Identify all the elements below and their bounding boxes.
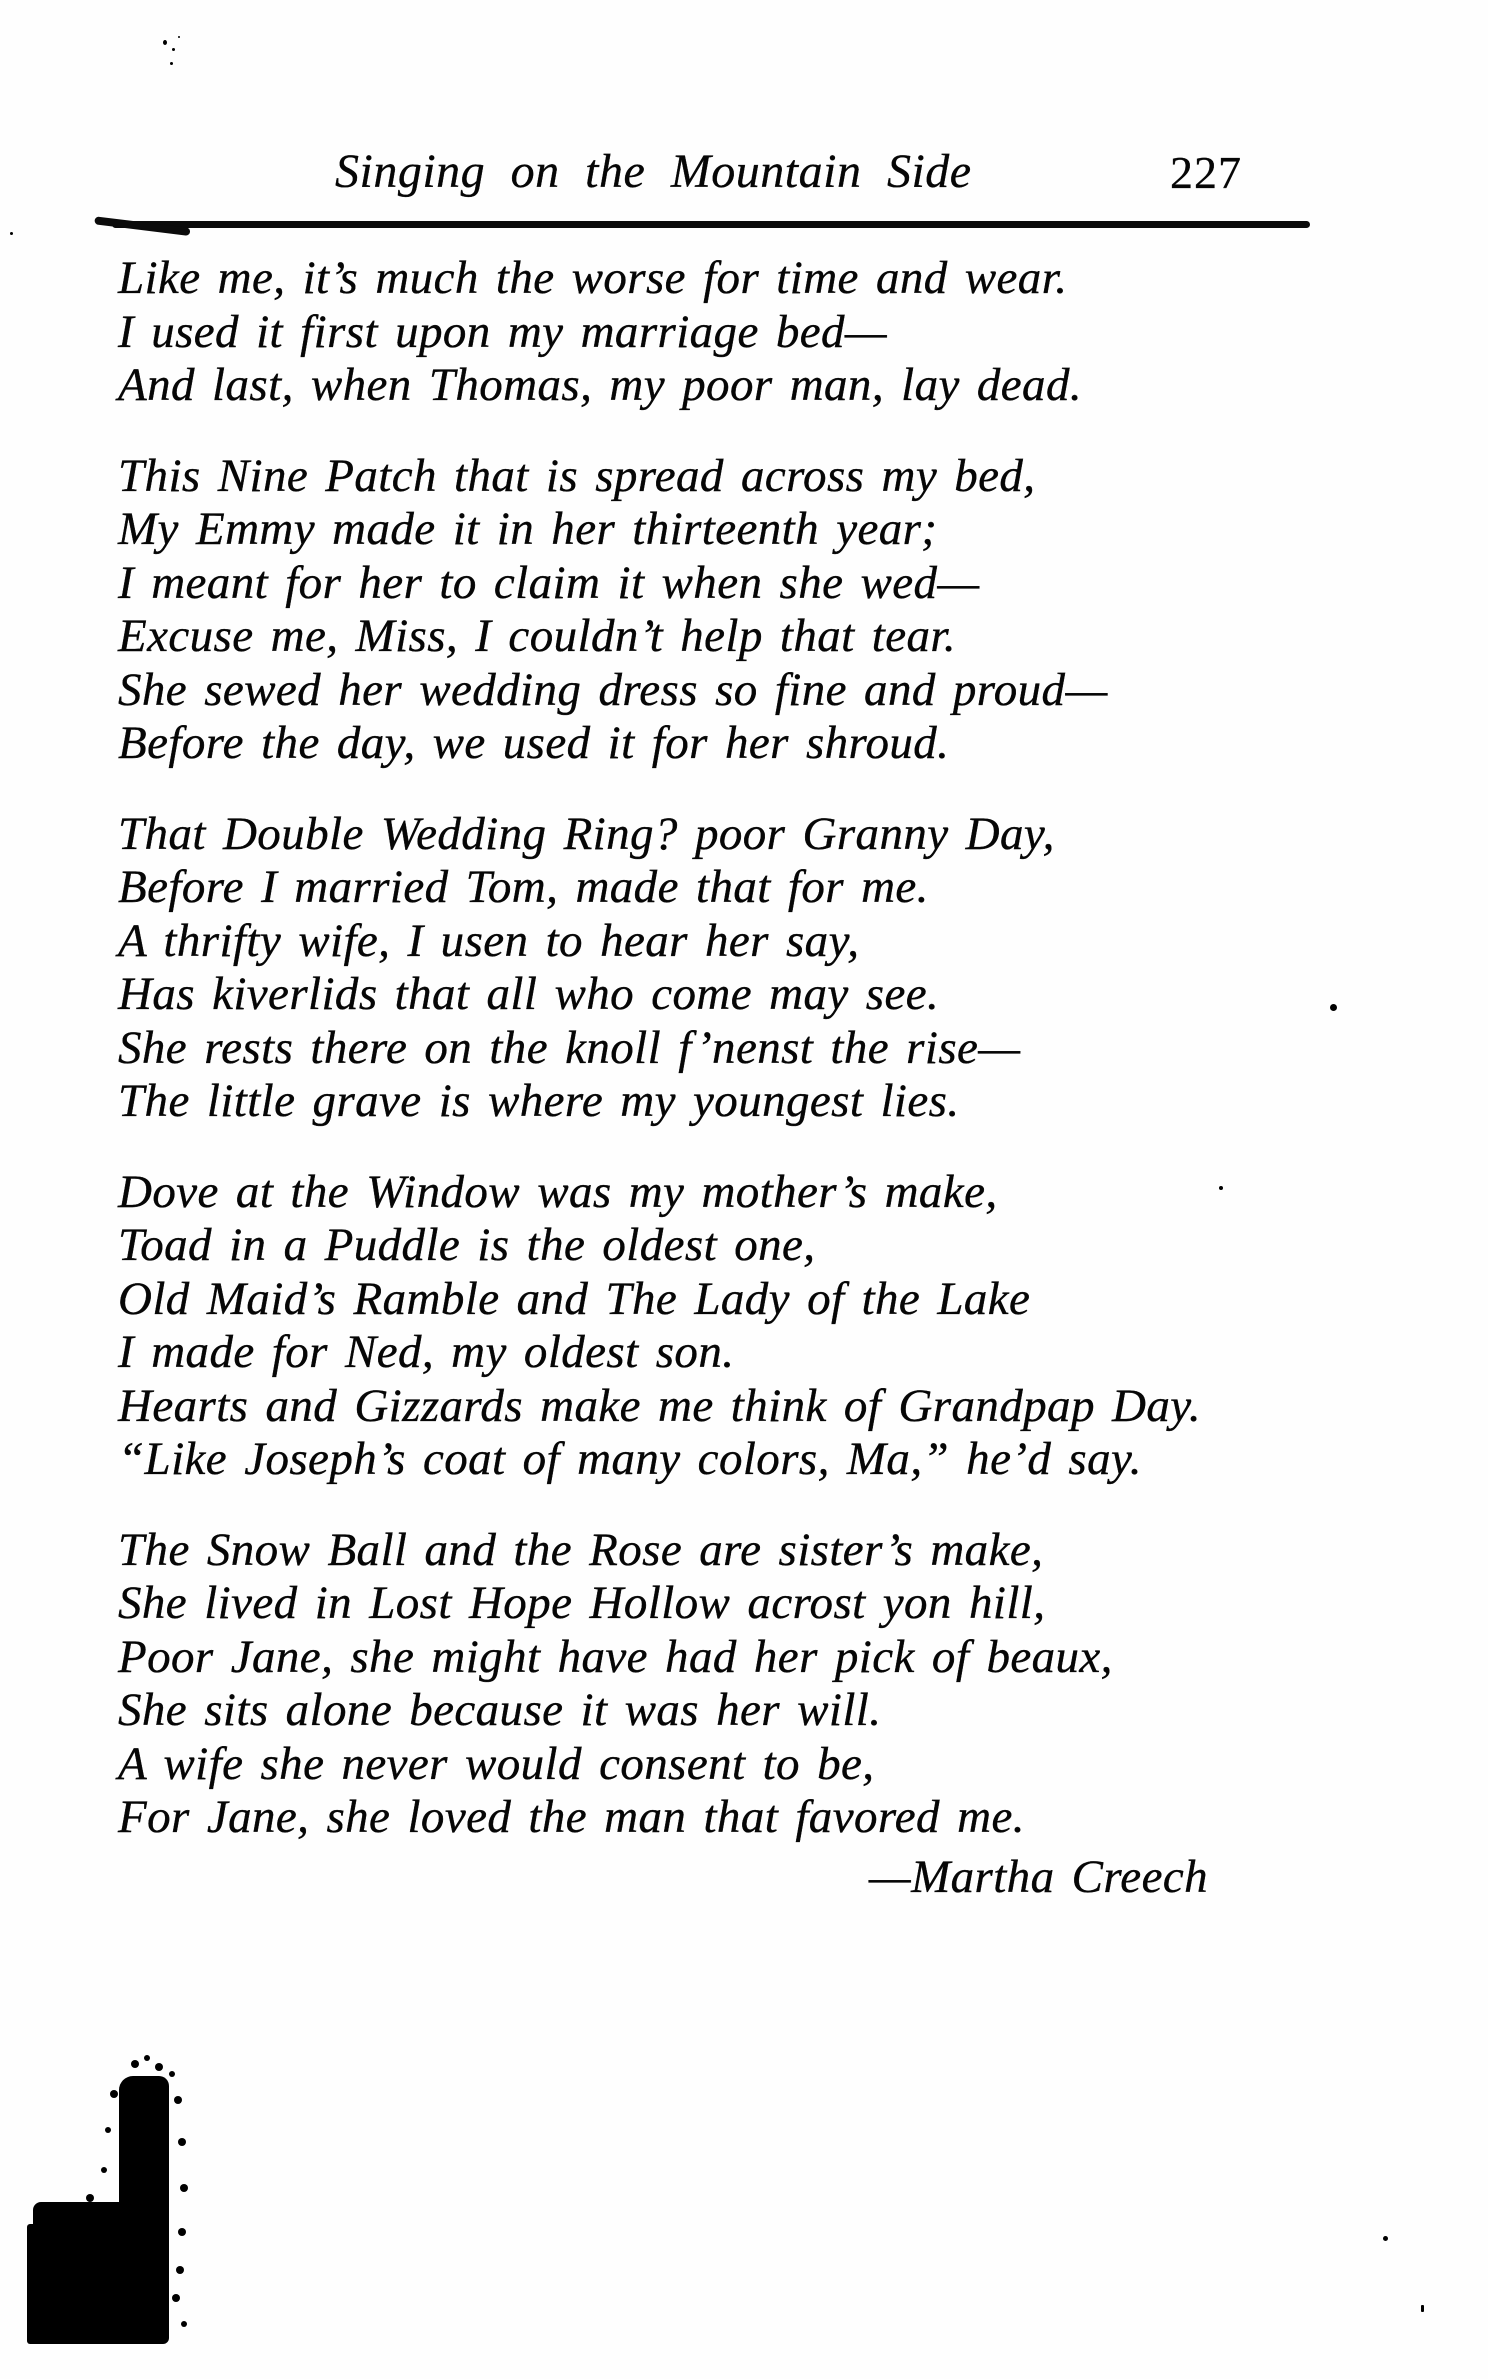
page-header-title: Singing on the Mountain Side bbox=[335, 145, 972, 198]
stanza-4 bbox=[118, 1166, 1270, 1487]
poem-line: Dove at the Window was my mother’s make, bbox=[118, 1165, 998, 1218]
header-rule-hook bbox=[94, 216, 190, 236]
stanza-2 bbox=[118, 450, 1270, 771]
scan-speck bbox=[10, 232, 13, 235]
poem-line: Excuse me, Miss, I couldn’t help that tear. bbox=[118, 610, 956, 662]
poem-line: This Nine Patch that is spread across my bed, bbox=[118, 449, 1036, 502]
poem-line: She sewed her wedding dress so fine and proud— bbox=[118, 663, 1108, 716]
poem-line: Like me, it’s much the worse for time and wear. bbox=[118, 252, 1068, 304]
poem-line: A thrifty wife, I usen to hear her say, bbox=[118, 914, 860, 967]
poem-line: Poor Jane, she might have had her pick of beaux, bbox=[118, 1630, 1113, 1683]
scan-speck bbox=[172, 48, 175, 51]
poem-line: For Jane, she loved the man that favored me. bbox=[118, 1791, 1025, 1843]
poem-line: Before the day, we used it for her shroud. bbox=[118, 717, 950, 769]
poem-line: Hearts and Gizzards make me think of Grandpap Day. bbox=[118, 1379, 1202, 1432]
poem-line: Old Maid’s Ramble and The Lady of the Lake bbox=[118, 1272, 1031, 1325]
poem-line: Before I married Tom, made that for me. bbox=[118, 861, 929, 913]
header-rule bbox=[112, 221, 1310, 228]
scan-speck bbox=[178, 36, 180, 38]
poem-line: That Double Wedding Ring? poor Granny Day, bbox=[118, 807, 1055, 860]
stanza-3 bbox=[118, 808, 1270, 1129]
scan-speck bbox=[170, 62, 173, 65]
poem-line: Has kiverlids that all who come may see. bbox=[118, 968, 940, 1020]
poem-line: She rests there on the knoll f’nenst the rise— bbox=[118, 1021, 1021, 1074]
scan-speck bbox=[1421, 2305, 1424, 2312]
poem-line: I made for Ned, my oldest son. bbox=[118, 1326, 735, 1378]
scan-speck bbox=[1219, 1186, 1223, 1190]
ink-speckles bbox=[0, 0, 4, 4]
poem-line: She lived in Lost Hope Hollow acrost yon hill, bbox=[118, 1577, 1046, 1629]
poem-line: And last, when Thomas, my poor man, lay dead. bbox=[118, 359, 1083, 411]
poem-line: The Snow Ball and the Rose are sister’s make, bbox=[118, 1523, 1044, 1576]
stanza-1 bbox=[118, 252, 1270, 413]
scan-speck bbox=[1383, 2236, 1388, 2241]
poem-line: I used it first upon my marriage bed— bbox=[118, 305, 888, 358]
poem-line: Toad in a Puddle is the oldest one, bbox=[118, 1219, 816, 1271]
stanza-5 bbox=[118, 1524, 1270, 1905]
poem-attribution: —Martha Creech bbox=[868, 1850, 1208, 1903]
poem-line: “Like Joseph’s coat of many colors, Ma,” he’d say. bbox=[118, 1433, 1142, 1485]
scan-speck bbox=[1330, 1004, 1337, 1011]
poem-body bbox=[118, 252, 1270, 1904]
ink-blot bbox=[27, 2224, 154, 2344]
poem-line: I meant for her to claim it when she wed— bbox=[118, 556, 980, 609]
poem-line: My Emmy made it in her thirteenth year; bbox=[118, 503, 938, 555]
scan-speck bbox=[163, 40, 167, 45]
poem-line: A wife she never would consent to be, bbox=[118, 1737, 875, 1790]
poem-line: She sits alone because it was her will. bbox=[118, 1684, 882, 1736]
poem-line: The little grave is where my youngest lies. bbox=[118, 1075, 960, 1127]
page-number: 227 bbox=[1170, 147, 1242, 198]
